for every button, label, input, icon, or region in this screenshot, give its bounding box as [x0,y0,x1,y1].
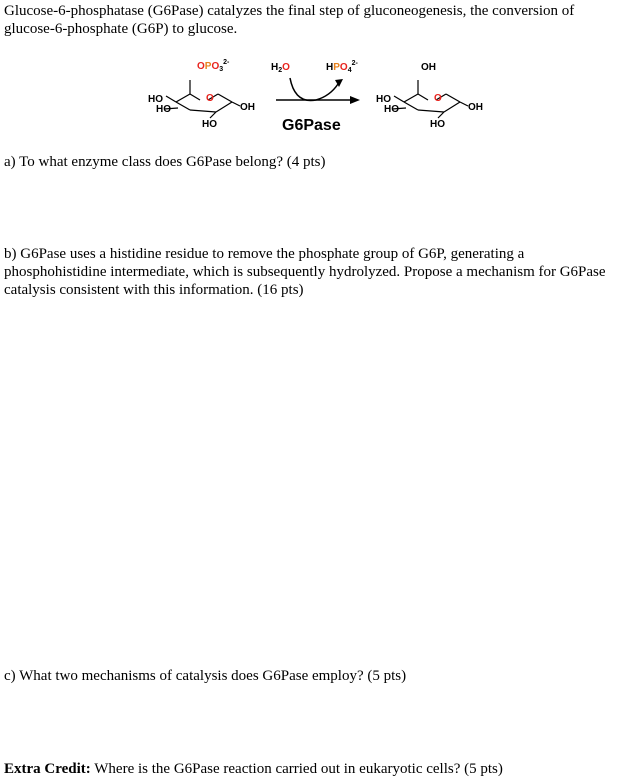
question-b: b) G6Pase uses a histidine residue to remove the phosphate group of G6P, generating a phosphohistidine intermediate, which is subsequently hydrolyzed. Propose a mechanism for G6Pase catalysis consistent with this information. (16 pts) [4,246,606,298]
glucose-ring-oxygen: O [434,93,442,104]
phosphate-out-label: $HPO_4^{2-}$ [326,60,358,74]
question-a: a) To what enzyme class does G6Pase belong? (4 pts) [4,154,326,170]
g6p-ho-top: HO [148,94,163,105]
water-label: $H_2O$ [271,62,290,74]
glucose-ho-bottom: HO [430,119,445,130]
g6p-ho-bottom: HO [202,119,217,130]
phosphate-group-label: $OPO_3^{2-}$ [197,59,230,73]
extra-credit-text: Where is the G6Pase reaction carried out in eukaryotic cells? (5 pts) [90,761,503,777]
intro-paragraph: Glucose-6-phosphatase (G6Pase) catalyzes the final step of gluconeogenesis, the conversion of glucose-6-phosphate (G6P) to glucose. [4,3,575,37]
glucose-structure [376,62,483,130]
g6p-ring-oxygen: O [206,93,214,104]
reaction-arrow-head [350,96,360,104]
extra-credit-label: Extra Credit: [4,761,91,777]
extra-credit-question [4,760,616,778]
curved-arrow [290,78,338,101]
g6p-oh-right: OH [240,102,255,113]
enzyme-label: G6Pase [282,117,341,134]
glucose-ho-left: HO [384,104,399,115]
g6p-ho-left: HO [156,104,171,115]
reaction-scheme [130,52,510,140]
glucose-oh-top: OH [421,62,436,73]
glucose-oh-right: OH [468,102,483,113]
glucose-ho-top: HO [376,94,391,105]
question-c: c) What two mechanisms of catalysis does G6Pase employ? (5 pts) [4,668,407,684]
g6p-structure [148,59,255,130]
